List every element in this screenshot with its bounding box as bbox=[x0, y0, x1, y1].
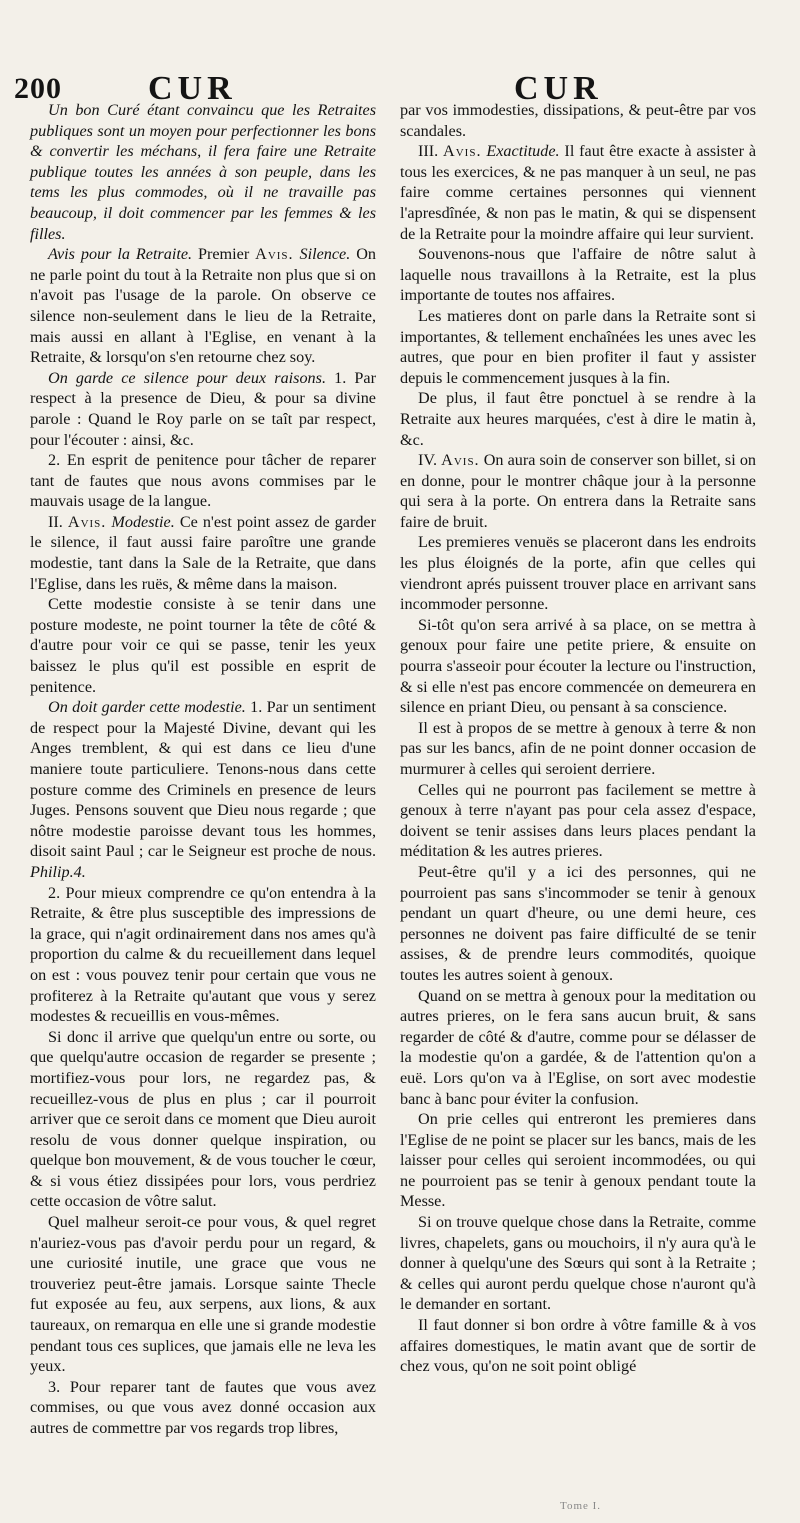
text-segment: Exactitude. bbox=[486, 142, 560, 161]
text-segment: 2. En esprit de penitence pour tâcher de reparer tant de fautes que nous avons commises par le mauvais usage de la langue. bbox=[30, 451, 376, 511]
text-segment: Il faut être exacte à assister à tous les exercices, & ne pas manquer à un seul, ne pas faire comme certaines personnes qui viennent l'apresdînée, & non pas le matin, & qui se dispensent de la Retraite pour la moindre affaire qui leur survient. bbox=[400, 142, 757, 243]
text-segment: Silence. bbox=[299, 245, 351, 264]
text-segment: On aura soin de conserver son billet, si on en donne, pour le montrer châque jour à la personne qui sera à la porte. On entrera dans la Retraite sans faire de bruit. bbox=[400, 451, 757, 531]
text-segment: Souvenons-nous que l'affaire de nôtre salut à laquelle nous travaillons à la Retraite, est la plus importante de toutes nos affaires. bbox=[400, 245, 756, 305]
paragraph bbox=[30, 883, 376, 1027]
text-segment: Avis pour la Retraite. bbox=[48, 245, 193, 264]
right-text-column bbox=[400, 100, 756, 1377]
paragraph bbox=[400, 100, 756, 141]
text-segment: On prie celles qui entreront les premieres dans l'Eglise de ne point se placer sur les bancs, mais de les laisser pour celles qui seroient incommodées, ou qui ne pourroient pas se tenir à genoux pendant toute la Messe. bbox=[400, 1110, 756, 1211]
text-segment: II. bbox=[48, 512, 68, 531]
paragraph bbox=[400, 1212, 756, 1315]
paragraph bbox=[400, 615, 756, 718]
text-segment: On ne parle point du tout à la Retraite non plus que si on n'avoit pas l'usage de la parole. On observe ce silence non-seulement dans le lieu de la Retraite, mais aussi en allant à l'Eglise, en venant à la Retraite, & lorsqu'on s'en retourne chez soy. bbox=[30, 245, 376, 367]
text-segment: 1. Par respect à la presence de Dieu, & pour sa divine parole : Quand le Roy parle on se taît par respect, pour l'écouter : ainsi, &c. bbox=[30, 368, 377, 449]
right-running-title: CUR bbox=[514, 70, 603, 107]
text-segment: Philip.4. bbox=[30, 862, 86, 881]
text-segment: Premier bbox=[192, 245, 256, 264]
page-number: 200 bbox=[14, 72, 62, 105]
text-segment: Quand on se mettra à genoux pour la meditation ou autres prieres, on le fera sans aucun bruit, & sans regarder de côté & d'autre, comme pour se délasser de la modestie qu'on a gardée, & de l'attention qu'on a euë. Lors qu'on va à l'Eglise, on sort avec modestie banc à banc pour éviter la confusion. bbox=[400, 986, 756, 1108]
text-segment: Il faut donner si bon ordre à vôtre famille & à vos affaires domestiques, le matin avant que de sortir de chez vous, qu'on ne soit point obligé bbox=[400, 1316, 756, 1376]
text-segment: 1. Par un sentiment de respect pour la Majesté Divine, devant qui les Anges tremblent, & qui est dans ce lieu d'une maniere toute particuliere. Tenons-nous dans cette posture comme des Criminels en presence de leurs Juges. Pensons souvent que Dieu nous regarde ; que nôtre modestie paroisse devant tous les hommes, disoit saint Paul ; car le Seigneur est proche de nous. bbox=[30, 698, 376, 861]
text-segment: 3. Pour reparer tant de fautes que vous avez commises, ou que vous avez donné occasion aux autres de commettre par vos regards trop libres, bbox=[30, 1377, 376, 1437]
text-segment: On garde ce silence pour deux raisons. bbox=[48, 368, 326, 387]
text-segment: Avis. bbox=[441, 451, 480, 470]
text-segment: Cette modestie consiste à se tenir dans une posture modeste, ne point tourner la tête de côté & d'autre pour voir ce qui se passe, tenir les yeux baissez le plus qu'il est possible en esprit de penitence. bbox=[30, 595, 376, 696]
paragraph bbox=[30, 1212, 376, 1377]
paragraph bbox=[30, 1027, 376, 1212]
signature-mark: Tome I. bbox=[560, 1500, 602, 1512]
paragraph bbox=[400, 1315, 756, 1377]
text-segment: IV. bbox=[418, 451, 442, 470]
paragraph bbox=[400, 388, 756, 450]
paragraph bbox=[400, 532, 756, 614]
text-segment: De plus, il faut être ponctuel à se rendre à la Retraite aux heures marquées, c'est à dire le matin à, &c. bbox=[400, 389, 756, 449]
text-segment: par vos immodesties, dissipations, & peut-être par vos scandales. bbox=[400, 101, 756, 140]
paragraph bbox=[400, 780, 756, 862]
text-segment: Quel malheur seroit-ce pour vous, & quel regret n'auriez-vous pas d'avoir perdu pour un regard, & une curiosité inutile, une grace que vous ne trouveriez peut-être jamais. Lorsque sainte Thecle fut exposée au feu, aux serpens, aux lions, & aux taureaux, on remarqua en elle une si grande modestie pendant tous ces suplices, que jamais elle ne leva les yeux. bbox=[30, 1213, 376, 1376]
paragraph bbox=[400, 718, 756, 780]
text-segment: Les matieres dont on parle dans la Retraite sont si importantes, & tellement enchaînées les unes avec les autres, que pour en bien profiter il faut y assister depuis le commencement jusques à la fin. bbox=[400, 306, 756, 387]
text-segment: Avis. bbox=[255, 245, 294, 264]
text-segment: Si donc il arrive que quelqu'un entre ou sorte, ou que quelqu'autre occasion de regarder se presente ; mortifiez-vous pour lors, ne regardez pas, & recueillez-vous de plus en plus ; car il pourroit arriver que ce seroit dans ce moment que Dieu auroit resolu de vous donner quelque inspiration, ou quelque bon mouvement, & de vous toucher le cœur, & si vous étiez dissipées pour lors, vous perdriez cette occasion de vôtre salut. bbox=[30, 1027, 376, 1211]
text-segment: Si-tôt qu'on sera arrivé à sa place, on se mettra à genoux pour faire une petite priere, & ensuite on pourra s'asseoir pour écouter la lecture ou l'instruction, & si elle n'est pas encore commencée on demeurera en silence en priant Dieu, ou pensant à sa conscience. bbox=[400, 615, 756, 717]
left-text-column bbox=[30, 100, 376, 1439]
paragraph bbox=[400, 986, 756, 1110]
text-segment: On doit garder cette modestie. bbox=[48, 698, 246, 717]
text-segment: Si on trouve quelque chose dans la Retraite, comme livres, chapelets, gans ou mouchoirs, il n'y aura qu'à le donner à quelqu'une des Sœurs qui sont à la Retraite ; & celles qui auront perdu quelque chose n'auront qu'à le demander en sortant. bbox=[400, 1213, 756, 1314]
text-segment: Il est à propos de se mettre à genoux à terre & non pas sur les bancs, afin de ne point donner occasion de murmurer à celles qui seroient derriere. bbox=[400, 718, 756, 778]
paragraph bbox=[30, 512, 376, 594]
paragraph bbox=[30, 450, 376, 512]
text-segment: Celles qui ne pourront pas facilement se mettre à genoux à terre n'ayant pas pour cela assez d'espace, doivent se tenir assises dans leurs places pendant la méditation & les autres prieres. bbox=[400, 780, 756, 861]
text-segment: Ce n'est point assez de garder le silence, il faut aussi faire paroître une grande modestie, tant dans la Sale de la Retraite, que dans l'Eglise, dans les ruës, & même dans la maison. bbox=[30, 512, 377, 593]
paragraph bbox=[400, 141, 756, 244]
paragraph bbox=[400, 244, 756, 306]
text-segment: Les premieres venuës se placeront dans les endroits les plus éloignés de la porte, afin que celles qui viendront aprés puissent trouver place en arrivant sans incommoder personne. bbox=[400, 533, 756, 614]
paragraph bbox=[30, 244, 376, 368]
paragraph bbox=[30, 697, 376, 882]
text-segment: Avis. bbox=[443, 142, 482, 161]
text-segment: Un bon Curé étant convaincu que les Retraites publiques sont un moyen pour perfectionner les bons & convertir les méchans, il fera faire une Retraite publique toutes les années à son peuple, dans les tems les plus commodes, où il ne travaille pas beaucoup, il doit commencer par les femmes & les filles. bbox=[30, 101, 376, 243]
paragraph bbox=[400, 450, 756, 532]
text-segment: Peut-être qu'il y a ici des personnes, qui ne pourroient pas sans s'incommoder se tenir à genoux pendant un quart d'heure, ou une demi heure, ces personnes ne doivent pas faire difficulté de se tenir assises, & de prendre leurs commodités, quoique toutes les autres soient à genoux. bbox=[400, 862, 756, 984]
paragraph bbox=[400, 862, 756, 986]
paragraph bbox=[30, 1377, 376, 1439]
paragraph bbox=[30, 368, 376, 450]
paragraph bbox=[400, 306, 756, 388]
text-segment: Modestie. bbox=[111, 512, 175, 531]
text-segment: 2. Pour mieux comprendre ce qu'on entendra à la Retraite, & être plus susceptible des impressions de la grace, qui n'agit ordinairement dans nos ames qu'à proportion du calme & du recueillement dans lequel on est : vous pouvez tenir pour certain que vous ne profiterez à la Retraite qu'autant que vous y serez modestes & recueillis en vous-mêmes. bbox=[30, 883, 376, 1026]
left-running-title: CUR bbox=[148, 70, 237, 107]
paragraph bbox=[400, 1109, 756, 1212]
paragraph bbox=[30, 100, 376, 244]
text-segment: Avis. bbox=[67, 512, 107, 531]
text-segment: III. bbox=[418, 142, 444, 161]
paragraph bbox=[30, 594, 376, 697]
